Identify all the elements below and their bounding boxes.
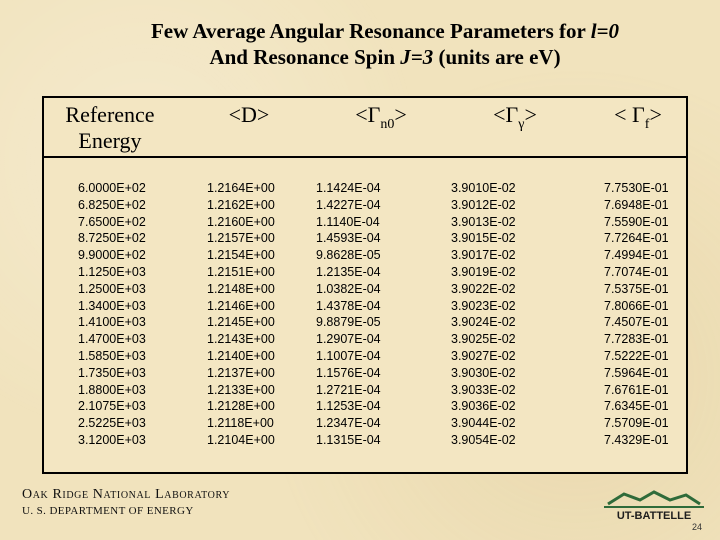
- table-cell: 3.9025E-02: [451, 332, 516, 347]
- table-cell: 3.9012E-02: [451, 197, 516, 212]
- table-cell: 3.9023E-02: [451, 298, 516, 313]
- table-cell: 1.2146E+00: [207, 298, 275, 313]
- table-cell: 2.5225E+03: [78, 416, 146, 431]
- table-cell: 7.4994E-01: [604, 248, 669, 263]
- table-cell: 3.1200E+03: [78, 432, 146, 447]
- table-header-row: [44, 98, 686, 158]
- table-cell: 1.2151E+00: [207, 264, 275, 279]
- table-cell: 3.9019E-02: [451, 264, 516, 279]
- table-cell: 7.5222E-01: [604, 348, 669, 363]
- table-cell: 7.6500E+02: [78, 214, 146, 229]
- table-cell: 3.9033E-02: [451, 382, 516, 397]
- header-gamma-n0-end: >: [394, 102, 407, 127]
- table-cell: 1.2148E+00: [207, 281, 275, 296]
- table-cell: 1.2140E+00: [207, 348, 275, 363]
- table-cell: 3.9024E-02: [451, 315, 516, 330]
- title-line-1: [0, 18, 720, 44]
- table-cell: 1.2907E-04: [316, 332, 381, 347]
- table-cell: 1.2154E+00: [207, 248, 275, 263]
- table-cell: 8.7250E+02: [78, 231, 146, 246]
- table-cell: 1.2137E+00: [207, 365, 275, 380]
- table-cell: 7.7264E-01: [604, 231, 669, 246]
- table-cell: 3.9030E-02: [451, 365, 516, 380]
- header-d: [194, 98, 304, 156]
- header-gamma-n0-main: <Γ: [355, 102, 381, 127]
- parameter-table: [42, 96, 688, 474]
- column-gamma-n0: [316, 180, 381, 449]
- logo-text: UT-BATTELLE: [616, 510, 692, 522]
- header-gamma-f-label: [614, 102, 662, 138]
- table-cell: 7.7530E-01: [604, 181, 669, 195]
- table-cell: 7.6948E-01: [604, 197, 669, 212]
- table-cell: 1.4593E-04: [316, 231, 381, 246]
- table-cell: 3.9027E-02: [451, 348, 516, 363]
- table-cell: 6.0000E+02: [78, 181, 146, 195]
- table-cell: 1.2500E+03: [78, 281, 146, 296]
- table-cell: 7.7074E-01: [604, 264, 669, 279]
- table-cell: 1.1576E-04: [316, 365, 381, 380]
- table-cell: 3.9017E-02: [451, 248, 516, 263]
- header-gamma-f-sub: f: [644, 117, 650, 132]
- title-line-2-suffix: (units are eV): [433, 45, 561, 69]
- table-cell: 1.4100E+03: [78, 315, 146, 330]
- title-line-2: [0, 44, 720, 70]
- table-cell: 3.9044E-02: [451, 416, 516, 431]
- header-reference-energy: [50, 98, 170, 156]
- table-cell: 6.8250E+02: [78, 197, 146, 212]
- header-gamma-gamma-main: <Γ: [493, 102, 519, 127]
- table-cell: 1.2128E+00: [207, 399, 275, 414]
- title-line-1-text: Few Average Angular Resonance Parameters for: [150, 19, 591, 43]
- table-cell: 1.4700E+03: [78, 332, 146, 347]
- logo-mountain-mark: [608, 492, 700, 504]
- table-cell: 7.6761E-01: [604, 382, 669, 397]
- slide-title: [0, 18, 720, 70]
- table-cell: 1.2347E-04: [316, 416, 381, 431]
- title-line-2-var: J=3: [400, 45, 434, 69]
- header-gamma-n0: [326, 98, 436, 156]
- table-cell: 1.7350E+03: [78, 365, 146, 380]
- table-cell: 1.1140E-04: [316, 214, 380, 229]
- table-cell: 7.5375E-01: [604, 281, 669, 296]
- table-cell: 7.5590E-01: [604, 214, 669, 229]
- footer-department: U. S. DEPARTMENT OF ENERGY: [22, 505, 194, 517]
- table-cell: 1.4378E-04: [316, 298, 381, 313]
- table-cell: 1.5850E+03: [78, 348, 146, 363]
- header-gamma-gamma-end: >: [524, 102, 537, 127]
- header-reference-energy-label: Reference Energy: [65, 102, 155, 153]
- header-gamma-n0-sub: n0: [380, 117, 395, 132]
- table-cell: 3.9015E-02: [451, 231, 516, 246]
- table-cell: 7.8066E-01: [604, 298, 669, 313]
- table-cell: 1.2162E+00: [207, 197, 275, 212]
- column-d: [207, 180, 275, 449]
- table-cell: 1.2118E+00: [207, 416, 274, 431]
- header-gamma-gamma: [460, 98, 570, 156]
- table-cell: 1.2721E-04: [316, 382, 381, 397]
- header-gamma-f: [588, 98, 688, 156]
- column-gamma-f: [604, 180, 669, 449]
- header-gamma-gamma-sub: γ: [518, 117, 525, 132]
- column-gamma-gamma: [451, 180, 516, 449]
- header-gamma-gamma-label: [493, 102, 537, 138]
- table-cell: 1.2160E+00: [207, 214, 275, 229]
- table-cell: 1.2145E+00: [207, 315, 275, 330]
- table-cell: 1.2135E-04: [316, 264, 381, 279]
- table-cell: 1.0382E-04: [316, 281, 381, 296]
- table-cell: 1.4227E-04: [316, 197, 381, 212]
- table-cell: 3.9010E-02: [451, 181, 516, 195]
- table-cell: 3.9022E-02: [451, 281, 516, 296]
- table-cell: 9.9000E+02: [78, 248, 146, 263]
- column-reference-energy: [78, 180, 146, 449]
- table-cell: 1.1253E-04: [316, 399, 381, 414]
- table-cell: 7.5709E-01: [604, 416, 669, 431]
- table-cell: 9.8628E-05: [316, 248, 381, 263]
- table-cell: 7.6345E-01: [604, 399, 669, 414]
- table-cell: 1.2164E+00: [207, 181, 275, 195]
- table-cell: 9.8879E-05: [316, 315, 381, 330]
- table-cell: 7.4507E-01: [604, 315, 669, 330]
- header-gamma-n0-label: [355, 102, 407, 138]
- table-cell: 1.2157E+00: [207, 231, 275, 246]
- table-cell: 1.2143E+00: [207, 332, 275, 347]
- page-number: 24: [692, 522, 703, 532]
- table-cell: 1.2104E+00: [207, 432, 275, 447]
- footer-org-name: Oak Ridge National Laboratory: [22, 487, 231, 502]
- table-cell: 3.9036E-02: [451, 399, 516, 414]
- table-cell: 1.3400E+03: [78, 298, 146, 313]
- table-cell: 1.8800E+03: [78, 382, 146, 397]
- title-line-2-text: And Resonance Spin: [209, 45, 401, 69]
- table-cell: 1.1315E-04: [316, 432, 381, 447]
- table-cell: 1.1250E+03: [78, 264, 146, 279]
- table-cell: 7.7283E-01: [604, 332, 669, 347]
- table-cell: 3.9054E-02: [451, 432, 516, 447]
- header-gamma-f-end: >: [649, 102, 662, 127]
- table-cell: 1.1424E-04: [316, 181, 381, 195]
- table-cell: 2.1075E+03: [78, 399, 146, 414]
- header-gamma-f-main: < Γ: [614, 102, 645, 127]
- footer-organization: [22, 487, 230, 517]
- header-d-label: <D>: [228, 102, 270, 127]
- table-cell: 7.4329E-01: [604, 432, 669, 447]
- table-cell: 1.1007E-04: [316, 348, 381, 363]
- table-cell: 3.9013E-02: [451, 214, 516, 229]
- ut-battelle-logo: [602, 490, 706, 522]
- title-line-1-var: l=0: [590, 19, 620, 43]
- table-cell: 1.2133E+00: [207, 382, 275, 397]
- table-cell: 7.5964E-01: [604, 365, 669, 380]
